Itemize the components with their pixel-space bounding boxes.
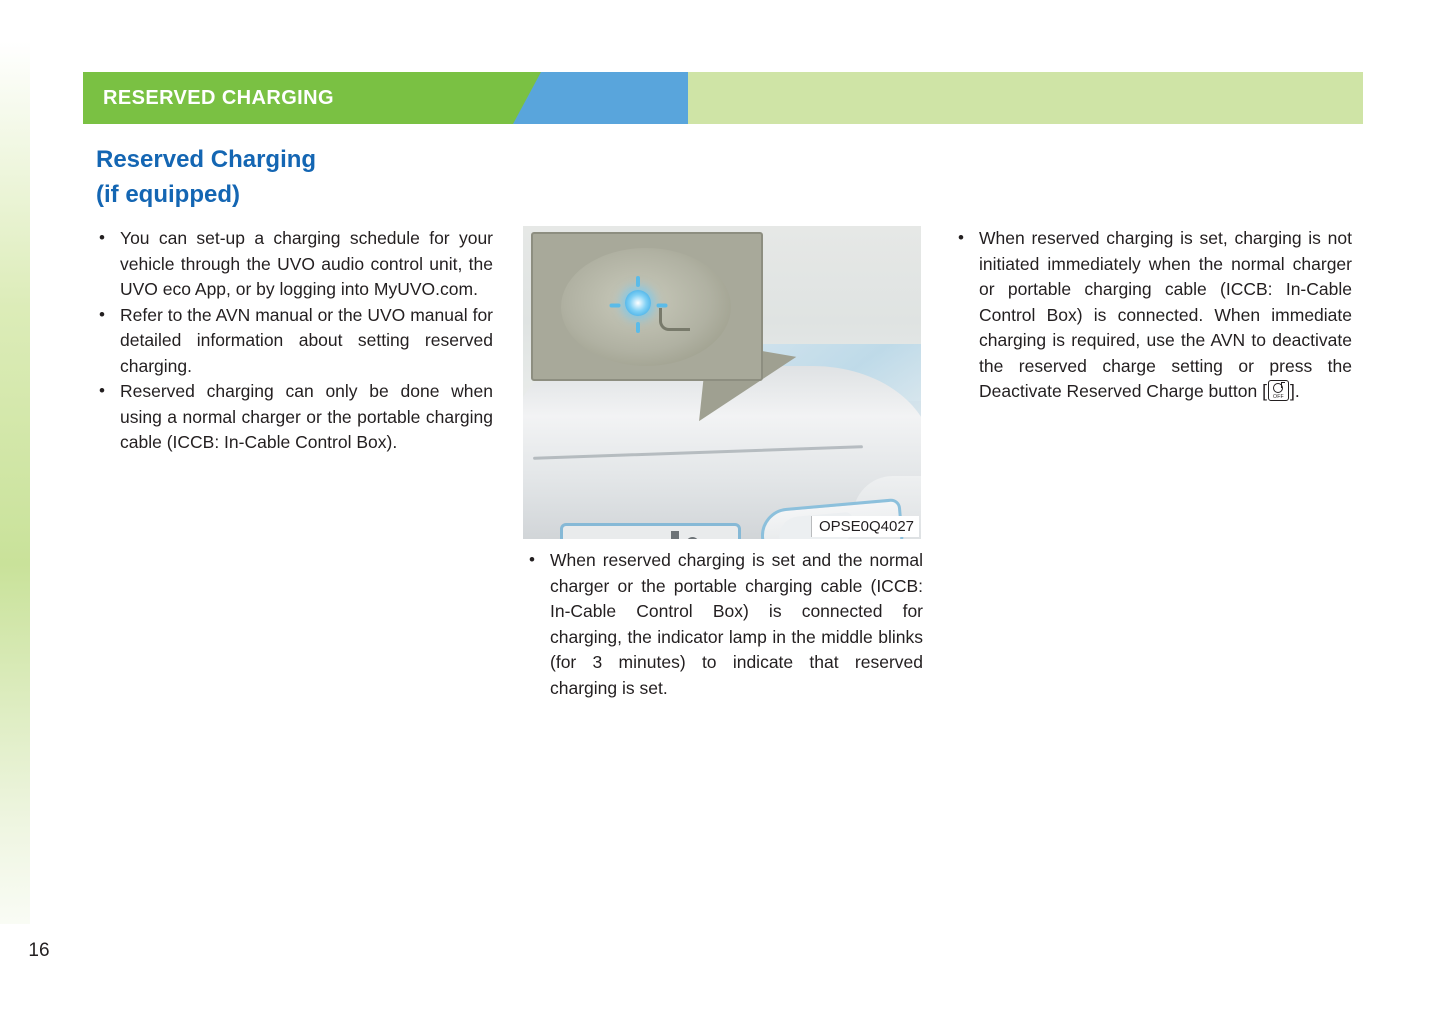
right-column-bullet-list xyxy=(952,226,1352,405)
lamp-ray-icon xyxy=(636,276,640,287)
indicator-lamp-icon xyxy=(625,290,651,316)
front-grille-shape xyxy=(560,523,741,539)
right-bullet-1-part-1: When reserved charging is set, charging is not initiated immediately when the normal charger or portable charging cable (ICCB: In-Cable Control Box) is connected. When immediate charging is required, use the AVN to deactivate the reserved charge setting or press the Deactivate Reserved Charge button [ xyxy=(979,228,1352,402)
page-number-value: 16 xyxy=(28,940,50,961)
page-title xyxy=(96,143,516,213)
middle-column xyxy=(523,548,923,701)
lamp-ray-icon xyxy=(636,322,640,333)
page-title-line-1: Reserved Charging xyxy=(96,146,317,173)
header-pale-block xyxy=(688,72,1363,124)
grille-badge-mark xyxy=(671,531,679,539)
left-column xyxy=(93,226,493,456)
page-header-band xyxy=(83,72,1363,124)
right-bullet-1-part-2: ]. xyxy=(1289,381,1300,402)
left-bullet-3-text: • Reserved charging can only be done when using a normal charger or the portable charging cable (ICCB: In-Cable Control Box). xyxy=(120,381,493,453)
charging-port-callout xyxy=(531,232,763,381)
icon-off-label: OFF xyxy=(1272,393,1284,400)
list-item xyxy=(93,303,493,380)
page-edge-decoration xyxy=(0,0,30,1026)
middle-column-bullet-list xyxy=(523,548,923,701)
header-green-right-taper xyxy=(513,72,541,124)
right-bullet-1-text xyxy=(979,226,1352,405)
lamp-ray-icon xyxy=(657,304,668,308)
left-bullet-1-text: • You can set-up a charging schedule for your vehicle through the UVO audio control unit, the UVO eco App, or by logging into MyUVO.com. xyxy=(120,228,493,300)
page-number xyxy=(0,924,78,978)
middle-bullet-1-text: • When reserved charging is set and the normal charger or the portable charging cable (ICCB: In-Cable Control Box) is connected for charging, the indicator lamp in the middle blinks (for 3 minutes) to indicate that reserved charging is set. xyxy=(550,550,923,698)
list-item xyxy=(952,226,1352,405)
header-title: RESERVED CHARGING xyxy=(103,87,334,109)
left-column-bullet-list xyxy=(93,226,493,456)
list-item xyxy=(523,548,923,701)
charging-port-latch-shape xyxy=(659,308,690,331)
figure-reference-code: OPSE0Q4027 xyxy=(811,516,919,537)
vehicle-charging-port-figure xyxy=(523,226,921,539)
right-column xyxy=(952,226,1352,405)
list-item xyxy=(93,226,493,303)
left-bullet-2-text: • Refer to the AVN manual or the UVO manual for detailed information about setting reserved charging. xyxy=(120,304,493,376)
lamp-ray-icon xyxy=(610,304,621,308)
page-title-line-2: (if equipped) xyxy=(96,180,240,208)
icon-plug-part xyxy=(1281,382,1285,388)
list-item xyxy=(93,379,493,456)
deactivate-reserved-charge-icon xyxy=(1268,380,1289,401)
